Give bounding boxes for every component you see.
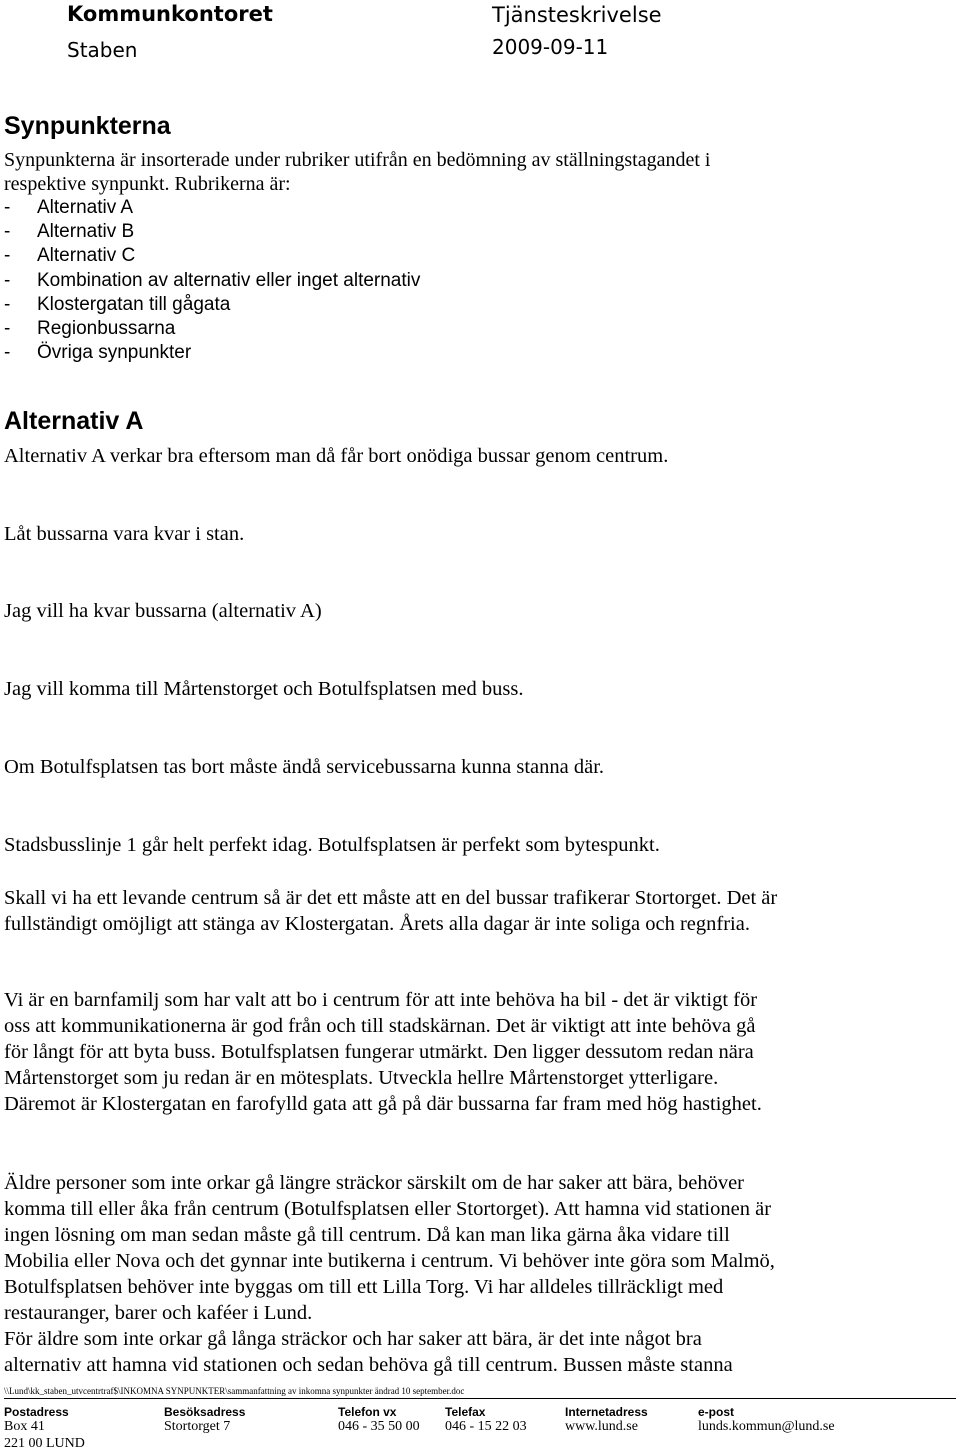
comment-paragraph: Skall vi ha ett levande centrum så är det ett måste att en del bussar trafikerar Stortorget. Det är fullständigt omöjligt att stänga av Klostergatan. Årets alla dagar är inte soliga och regnfria. bbox=[4, 887, 778, 935]
footer-label-fax: Telefax bbox=[445, 1405, 486, 1419]
footer-web-link[interactable]: www.lund.se bbox=[565, 1419, 638, 1434]
comment: Jag vill ha kvar bussarna (alternativ A) bbox=[4, 600, 322, 622]
footer-postal-city: 221 00 LUND bbox=[4, 1436, 85, 1451]
document-type: Tjänsteskrivelse bbox=[492, 3, 662, 27]
comment: Låt bussarna vara kvar i stan. bbox=[4, 523, 245, 545]
organization-name: Kommunkontoret bbox=[67, 2, 273, 26]
section-title-alternativ-a: Alternativ A bbox=[4, 407, 144, 435]
intro-line: respektive synpunkt. Rubrikerna är: bbox=[4, 173, 291, 195]
footer-postal-box: Box 41 bbox=[4, 1419, 45, 1434]
list-item: - Övriga synpunkter bbox=[4, 342, 192, 364]
comment: Alternativ A verkar bra eftersom man då får bort onödiga bussar genom centrum. bbox=[4, 445, 669, 467]
footer-label-phone: Telefon vx bbox=[338, 1405, 397, 1419]
comment: Om Botulfsplatsen tas bort måste ändå servicebussarna kunna stanna där. bbox=[4, 756, 605, 778]
list-item: - Alternativ B bbox=[4, 221, 135, 243]
footer-fax: 046 - 15 22 03 bbox=[445, 1419, 527, 1434]
comment: Stadsbusslinje 1 går helt perfekt idag. Botulfsplatsen är perfekt som bytespunkt. bbox=[4, 834, 660, 856]
list-item: - Alternativ C bbox=[4, 245, 136, 267]
comment-paragraph: Vi är en barnfamilj som har valt att bo i centrum för att inte behöva ha bil - det är viktigt för oss att kommunikationerna är god från och till stadskärnan. Det är viktigt att inte behöva gå för långt för att byta buss. Botulfsplatsen fungerar utmärkt. Den ligger dessutom redan nära Mårtenstorget som ju redan är en mötesplats. Utveckla hellre Mårtenstorget ytterligare. Däremot är Klostergatan en farofylld gata att gå på där bussarna far fram med hög hastighet. bbox=[4, 989, 762, 1115]
intro-line: Synpunkterna är insorterade under rubriker utifrån en bedömning av ställningstagandet i bbox=[4, 149, 711, 171]
list-item: - Kombination av alternativ eller inget alternativ bbox=[4, 269, 421, 291]
footer-label-email: e-post bbox=[698, 1405, 734, 1419]
comment-paragraph: Äldre personer som inte orkar gå längre sträckor särskilt om de har saker att bära, behöver komma till eller åka från centrum (Botulfsplatsen eller Stortorget). Att hamna vid stationen är ingen lösning om man sedan måste gå till centrum. Då kan man lika gärna åka vidare till Mobilia eller Nova och det gynnar inte butikerna i centrum. Vi behöver inte göra som Malmö, Botulfsplatsen behöver inte byggas om till ett Lilla Torg. Vi har alldeles tillräckligt med restauranger, barer och kaféer i Lund. För äldre som inte orkar gå långa sträckor och har saker att bära, är det inte något bra alternativ att hamna vid stationen och sedan behöva gå till centrum. Bussen måste stanna bbox=[4, 1172, 775, 1376]
comment: Jag vill komma till Mårtenstorget och Botulfsplatsen med buss. bbox=[4, 678, 524, 700]
list-item: - Alternativ A bbox=[4, 197, 134, 218]
footer-visit-address: Stortorget 7 bbox=[164, 1419, 231, 1434]
footer-label-postal: Postadress bbox=[4, 1405, 69, 1419]
category-list bbox=[4, 196, 420, 365]
file-path: \\Lund\kk_staben_utvcentrtraf$\INKOMNA SYNPUNKTER\sammanfattning av inkomna synpunkter ändrad 10 september.doc bbox=[4, 1386, 465, 1396]
footer-divider bbox=[4, 1398, 956, 1399]
footer-phone: 046 - 35 50 00 bbox=[338, 1419, 420, 1434]
footer-email-link[interactable]: lunds.kommun@lund.se bbox=[698, 1419, 835, 1434]
footer-label-web: Internetadress bbox=[565, 1405, 648, 1419]
document-date: 2009-09-11 bbox=[492, 35, 609, 59]
department-name: Staben bbox=[67, 38, 138, 62]
list-item: - Regionbussarna bbox=[4, 317, 176, 339]
section-title-synpunkterna: Synpunkterna bbox=[4, 112, 171, 140]
footer-label-visit: Besöksadress bbox=[164, 1405, 246, 1419]
list-item: - Klostergatan till gågata bbox=[4, 293, 231, 315]
